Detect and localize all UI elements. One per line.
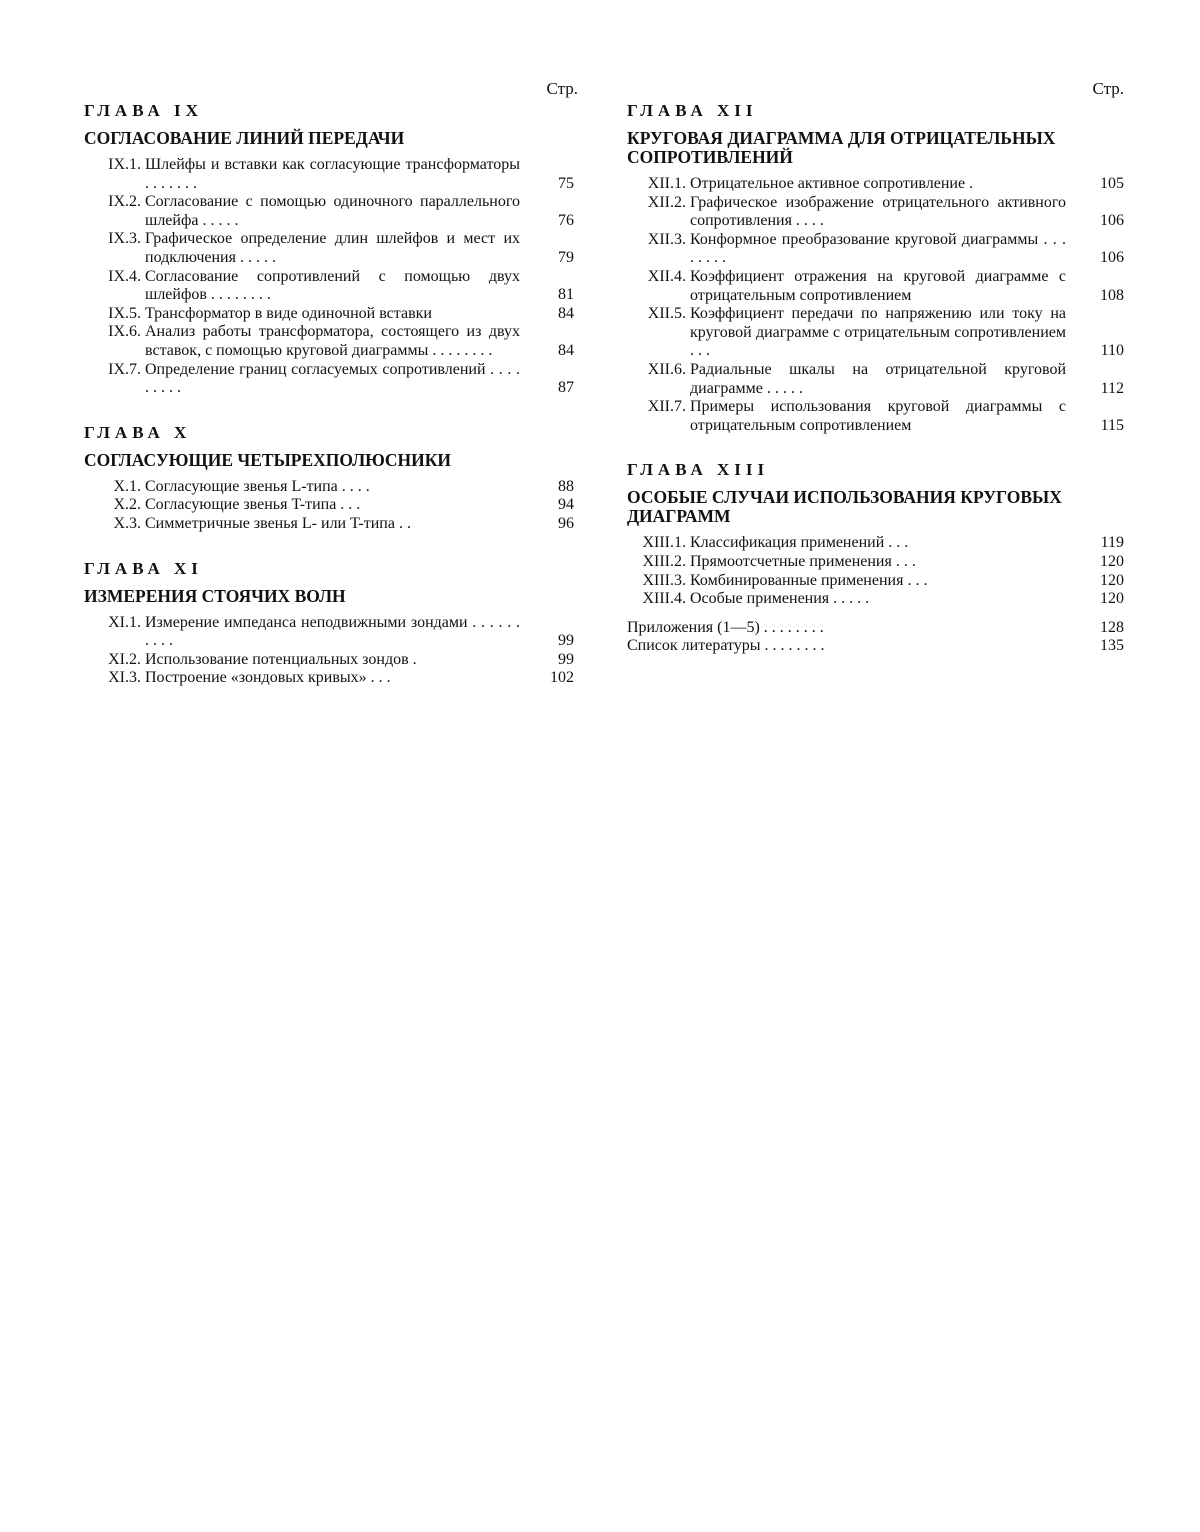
page-number: 120 [1100, 590, 1124, 608]
page-number: 120 [1100, 571, 1124, 589]
left-chapters [84, 100, 578, 688]
page-number: 96 [558, 514, 574, 532]
section-number: X.3. [113, 514, 141, 532]
page-number: 87 [558, 379, 574, 397]
section-title: Комбинированные применения . . . [690, 571, 928, 589]
toc-column-left [84, 78, 578, 688]
section-title: Конформное преобразование круговой диаграммы . . . . . . . . [690, 230, 1066, 267]
chapter-label: ГЛАВА IX [84, 101, 203, 120]
section-title: Коэффициент передачи по напряжению или току на круговой диаграмме с отрицательным сопротивлением . . . [690, 305, 1066, 360]
section-title: Примеры использования круговой диаграммы с отрицательным сопротивлением [690, 398, 1066, 434]
page-number: 79 [558, 248, 574, 266]
section-title: Графическое изображение отрицательного активного сопротивления . . . . [690, 193, 1066, 230]
chapter-label: ГЛАВА XIII [627, 460, 770, 480]
toc-extra-entry [627, 637, 1124, 656]
section-number: IX.2. [108, 193, 141, 211]
toc-extra-entry [627, 619, 1124, 638]
page-number: 108 [1100, 286, 1124, 304]
chapter [84, 422, 578, 534]
section-number: IX.7. [108, 360, 141, 378]
chapter-label: ГЛАВА X [84, 422, 192, 442]
page-number: 99 [558, 632, 574, 650]
toc-entry [627, 553, 1124, 572]
section-number: IX.4. [108, 267, 141, 285]
page-number: 88 [558, 477, 574, 495]
section-number: XII.5. [647, 305, 686, 323]
toc-entry [627, 398, 1124, 435]
section-title: Особые применения . . . . . [690, 590, 870, 608]
section-title: Измерение импеданса неподвижными зондами . . . . . . . . . . [145, 613, 520, 650]
page-number: 106 [1100, 212, 1124, 230]
toc-entry [84, 515, 578, 534]
page-number: 105 [1100, 175, 1124, 192]
page-number: 84 [558, 341, 574, 359]
toc-entry [84, 230, 578, 267]
section-number: XII.4. [647, 267, 686, 285]
toc-entry [84, 669, 578, 688]
section-number: XIII.4. [642, 590, 686, 608]
page-number: 115 [1100, 416, 1124, 434]
toc-entry [627, 590, 1124, 609]
toc-entry [84, 651, 578, 670]
page-number: 106 [1100, 249, 1124, 267]
section-title: Симметричные звенья L- или T-типа . . [145, 514, 411, 532]
page-number: 128 [1100, 618, 1124, 636]
right-chapters [627, 100, 1124, 609]
section-number: XIII.2. [642, 552, 686, 570]
section-number: XII.6. [647, 360, 686, 378]
section-title: Определение границ согласуемых сопротивлений . . . . . . . . . [145, 360, 520, 397]
section-title: Графическое определение длин шлейфов и мест их подключения . . . . . [145, 230, 520, 266]
toc-entry [627, 534, 1124, 553]
page-header-label: Стр. [1092, 79, 1124, 98]
chapter [627, 459, 1124, 608]
section-number: XIII.3. [642, 571, 686, 589]
section-number: IX.5. [108, 304, 141, 322]
section-number: XII.7. [647, 398, 686, 416]
chapter-title: СОГЛАСУЮЩИЕ ЧЕТЫРЕХПОЛЮСНИКИ [84, 449, 452, 470]
toc-entry [84, 361, 578, 398]
page-number: 102 [550, 669, 574, 687]
chapter-title: СОГЛАСОВАНИЕ ЛИНИЙ ПЕРЕДАЧИ [84, 128, 405, 148]
page-number: 94 [558, 496, 574, 514]
toc-entry [84, 614, 578, 651]
toc-entry [627, 175, 1124, 194]
toc-extras [627, 619, 1124, 656]
toc-entry [627, 572, 1124, 591]
section-number: XI.1. [108, 613, 141, 631]
toc-entry [84, 268, 578, 305]
toc-entry [627, 231, 1124, 268]
toc-entry [84, 323, 578, 360]
section-number: XI.3. [108, 669, 141, 687]
section-title: Классификация применений . . . [690, 534, 909, 552]
page-number: 120 [1100, 552, 1124, 570]
toc-entry [84, 193, 578, 230]
section-title: Использование потенциальных зондов . [145, 650, 417, 668]
section-title: Прямоотсчетные применения . . . [690, 552, 916, 570]
toc-entry [84, 496, 578, 515]
toc-entry [627, 194, 1124, 231]
section-number: IX.1. [108, 156, 141, 173]
section-number: XII.1. [647, 175, 686, 192]
chapter-title: ИЗМЕРЕНИЯ СТОЯЧИХ ВОЛН [84, 585, 346, 606]
chapter [84, 100, 578, 398]
page-number: 81 [558, 286, 574, 304]
extra-title: Приложения (1—5) . . . . . . . . [627, 618, 824, 636]
page-number: 112 [1100, 379, 1124, 397]
section-title: Шлейфы и вставки как согласующие трансформаторы . . . . . . . [145, 156, 520, 192]
extra-title: Список литературы . . . . . . . . [627, 637, 825, 655]
chapter-label: ГЛАВА XII [627, 101, 758, 120]
section-number: XI.2. [108, 650, 141, 668]
toc-column-right [627, 78, 1124, 656]
chapter [627, 100, 1124, 435]
section-title: Согласование сопротивлений с помощью двух шлейфов . . . . . . . . [145, 267, 520, 304]
page-number: 76 [558, 211, 574, 229]
section-title: Согласующие звенья T-типа . . . [145, 496, 361, 514]
page-number: 110 [1100, 342, 1124, 360]
toc-entry [627, 361, 1124, 398]
toc-entry [84, 478, 578, 497]
page-number: 99 [558, 650, 574, 668]
section-title: Построение «зондовых кривых» . . . [145, 669, 391, 687]
page-header-label: Стр. [546, 79, 578, 98]
chapter-title: ОСОБЫЕ СЛУЧАИ ИСПОЛЬЗОВАНИЯ КРУГОВЫХ ДИАГРАММ [627, 487, 1062, 527]
section-number: X.1. [113, 477, 141, 495]
section-number: XII.2. [647, 193, 686, 211]
section-number: IX.6. [108, 323, 141, 341]
section-title: Радиальные шкалы на отрицательной круговой диаграмме . . . . . [690, 360, 1066, 397]
toc-entry [84, 305, 578, 324]
toc-entry [627, 268, 1124, 305]
chapter [84, 558, 578, 688]
chapter-title: КРУГОВАЯ ДИАГРАММА ДЛЯ ОТРИЦАТЕЛЬНЫХ СОПРОТИВЛЕНИЙ [627, 128, 1056, 167]
toc-entry [627, 305, 1124, 361]
toc-entry [84, 156, 578, 193]
section-number: X.2. [113, 496, 141, 514]
section-title: Коэффициент отражения на круговой диаграмме с отрицательным сопротивлением [690, 267, 1066, 304]
section-number: XIII.1. [642, 534, 686, 552]
section-title: Трансформатор в виде одиночной вставки [145, 304, 432, 322]
page-number: 75 [558, 174, 574, 192]
section-number: XII.3. [647, 230, 686, 248]
section-number: IX.3. [108, 230, 141, 248]
page-number: 84 [558, 304, 574, 322]
section-title: Анализ работы трансформатора, состоящего из двух вставок, с помощью круговой диаграммы . . . . . . . . [145, 323, 520, 359]
chapter-label: ГЛАВА XI [84, 558, 203, 578]
section-title: Согласование с помощью одиночного параллельного шлейфа . . . . . [145, 193, 520, 229]
section-title: Согласующие звенья L-типа . . . . [145, 477, 370, 495]
page-number: 119 [1100, 534, 1124, 552]
page-number: 135 [1100, 637, 1124, 655]
section-title: Отрицательное активное сопротивление . [690, 175, 974, 192]
